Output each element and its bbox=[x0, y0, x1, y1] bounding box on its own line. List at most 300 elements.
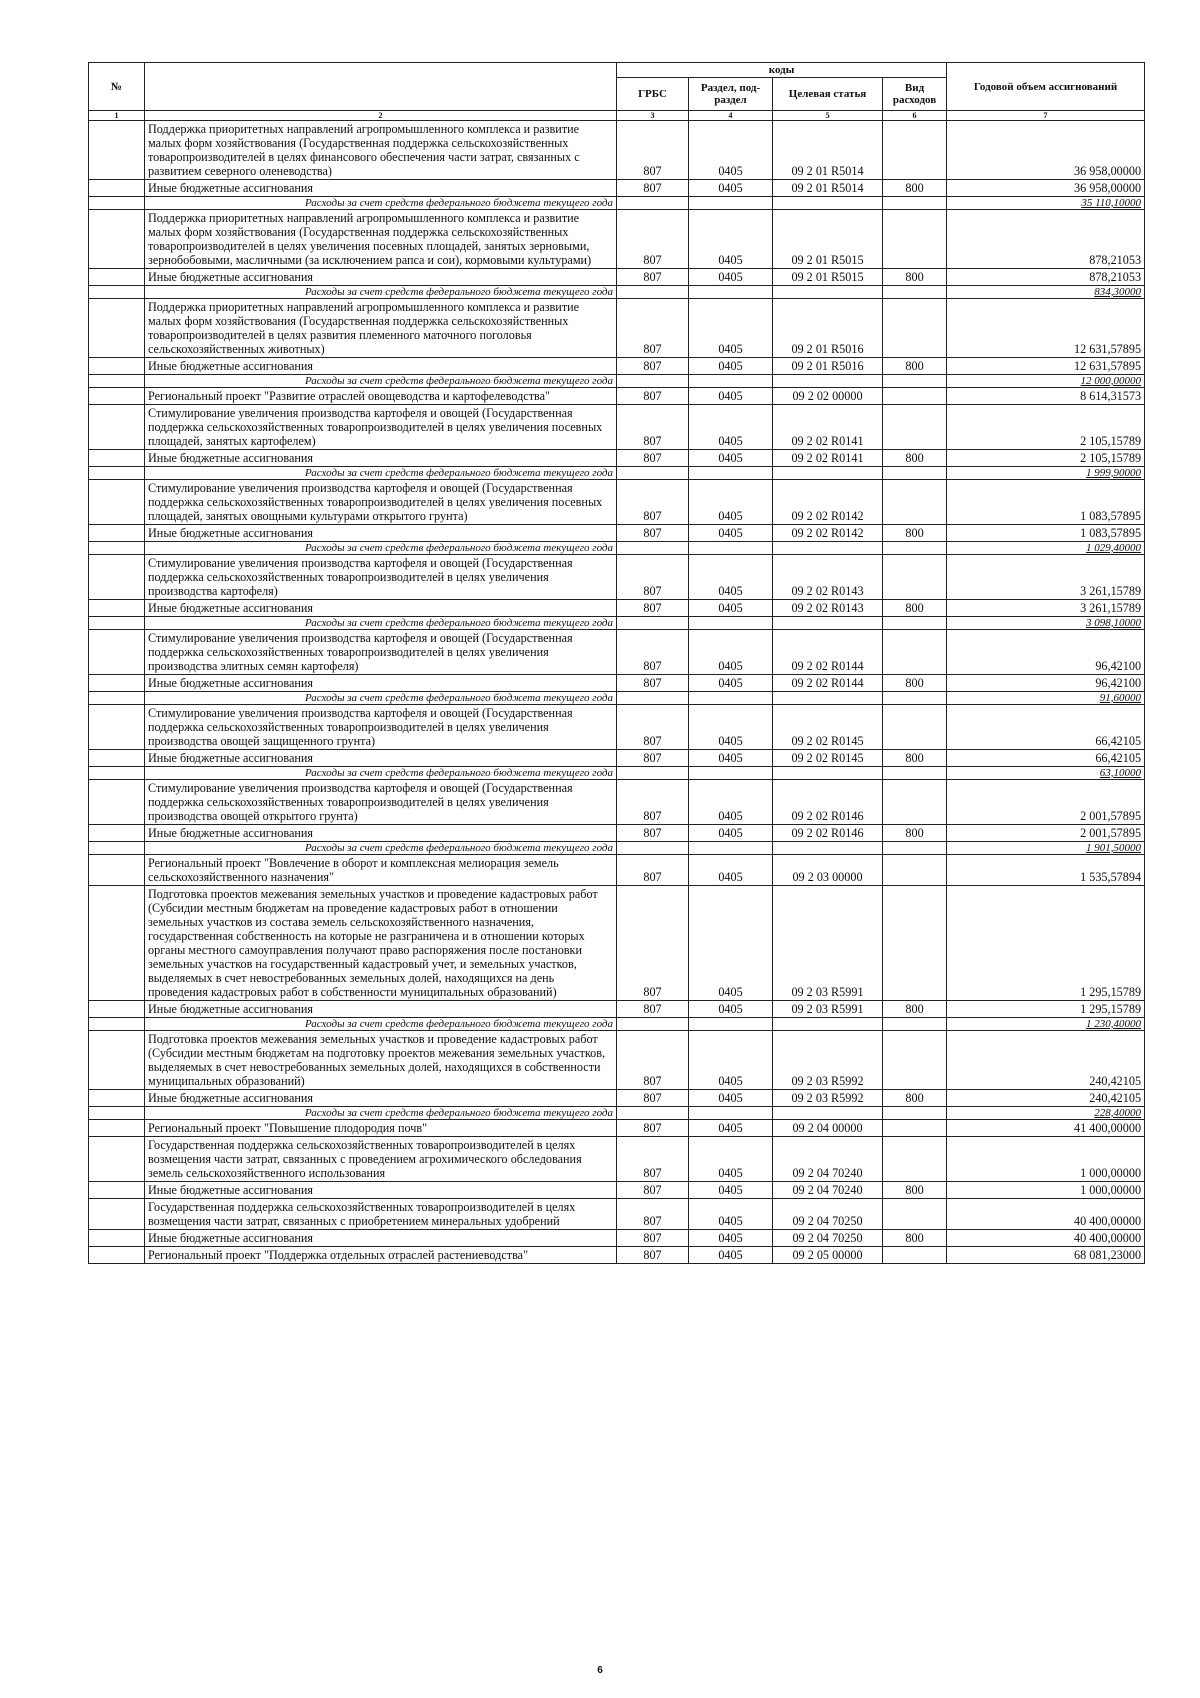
row-number bbox=[89, 600, 145, 617]
row-name: Иные бюджетные ассигнования bbox=[145, 1182, 617, 1199]
row-section: 0405 bbox=[689, 886, 773, 1001]
row-section bbox=[689, 197, 773, 210]
header-codes: коды bbox=[617, 63, 947, 78]
row-grbs: 807 bbox=[617, 1199, 689, 1230]
row-amount: 1 295,15789 bbox=[947, 1001, 1145, 1018]
row-section: 0405 bbox=[689, 1182, 773, 1199]
row-amount: 66,42105 bbox=[947, 750, 1145, 767]
column-number: 6 bbox=[883, 111, 947, 121]
column-number: 7 bbox=[947, 111, 1145, 121]
row-name: Расходы за счет средств федерального бюджета текущего года bbox=[145, 467, 617, 480]
table-row bbox=[89, 1031, 1145, 1090]
row-name: Стимулирование увеличения производства картофеля и овощей (Государственная поддержка сельскохозяйственных товаропроизводителей в целях увеличения производства картофеля) bbox=[145, 555, 617, 600]
row-grbs: 807 bbox=[617, 525, 689, 542]
other-allocations-row bbox=[89, 1001, 1145, 1018]
row-name: Иные бюджетные ассигнования bbox=[145, 600, 617, 617]
row-number bbox=[89, 450, 145, 467]
row-target bbox=[773, 767, 883, 780]
table-row bbox=[89, 1120, 1145, 1137]
row-amount: 1 083,57895 bbox=[947, 480, 1145, 525]
row-number bbox=[89, 1199, 145, 1230]
row-amount: 66,42105 bbox=[947, 705, 1145, 750]
row-target: 09 2 01 R5016 bbox=[773, 358, 883, 375]
row-section: 0405 bbox=[689, 480, 773, 525]
row-amount: 1 230,40000 bbox=[947, 1018, 1145, 1031]
row-number bbox=[89, 467, 145, 480]
other-allocations-row bbox=[89, 180, 1145, 197]
row-amount: 8 614,31573 bbox=[947, 388, 1145, 405]
row-number bbox=[89, 825, 145, 842]
header-row-1 bbox=[89, 63, 1145, 78]
row-target bbox=[773, 1018, 883, 1031]
row-number bbox=[89, 855, 145, 886]
row-name: Иные бюджетные ассигнования bbox=[145, 1230, 617, 1247]
row-number bbox=[89, 405, 145, 450]
row-grbs: 807 bbox=[617, 388, 689, 405]
row-amount: 1 901,50000 bbox=[947, 842, 1145, 855]
row-expense-type bbox=[883, 1120, 947, 1137]
column-number: 1 bbox=[89, 111, 145, 121]
table-row bbox=[89, 405, 1145, 450]
row-expense-type: 800 bbox=[883, 450, 947, 467]
row-expense-type bbox=[883, 1031, 947, 1090]
row-number bbox=[89, 299, 145, 358]
row-name: Иные бюджетные ассигнования bbox=[145, 269, 617, 286]
row-section: 0405 bbox=[689, 299, 773, 358]
header-target: Целевая статья bbox=[773, 78, 883, 111]
federal-budget-row bbox=[89, 1018, 1145, 1031]
row-section: 0405 bbox=[689, 450, 773, 467]
row-target: 09 2 03 R5991 bbox=[773, 886, 883, 1001]
row-target: 09 2 01 R5014 bbox=[773, 180, 883, 197]
row-expense-type bbox=[883, 855, 947, 886]
row-name: Государственная поддержка сельскохозяйственных товаропроизводителей в целях возмещения части затрат, связанных с проведением агрохимического обследования земель сельскохозяйственного использования bbox=[145, 1137, 617, 1182]
row-grbs: 807 bbox=[617, 180, 689, 197]
row-grbs bbox=[617, 467, 689, 480]
federal-budget-row bbox=[89, 286, 1145, 299]
row-target: 09 2 02 R0145 bbox=[773, 750, 883, 767]
row-amount: 1 535,57894 bbox=[947, 855, 1145, 886]
other-allocations-row bbox=[89, 600, 1145, 617]
row-target bbox=[773, 286, 883, 299]
row-grbs: 807 bbox=[617, 210, 689, 269]
row-expense-type bbox=[883, 388, 947, 405]
other-allocations-row bbox=[89, 1230, 1145, 1247]
row-grbs: 807 bbox=[617, 1031, 689, 1090]
row-expense-type: 800 bbox=[883, 269, 947, 286]
row-name: Подготовка проектов межевания земельных участков и проведение кадастровых работ (Субсидии местным бюджетам на проведение кадастровых работ в отношении земельных участков из состава земель сельскохозяйственного назначения, государственная собственность на которые не разграничена и в отношении которых органы местного самоуправления получают право распоряжения после постановки земельных участков на государственный кадастровый учет, и земельных участков, выделяемых в счет невостребованных земельных долей, находящихся на день проведения кадастровых работ в собственности муниципальных образований) bbox=[145, 886, 617, 1001]
row-section bbox=[689, 467, 773, 480]
row-amount: 1 000,00000 bbox=[947, 1182, 1145, 1199]
row-grbs: 807 bbox=[617, 675, 689, 692]
federal-budget-row bbox=[89, 1107, 1145, 1120]
federal-budget-row bbox=[89, 692, 1145, 705]
budget-sheet bbox=[88, 62, 1144, 1264]
row-section: 0405 bbox=[689, 525, 773, 542]
other-allocations-row bbox=[89, 269, 1145, 286]
other-allocations-row bbox=[89, 1182, 1145, 1199]
row-grbs: 807 bbox=[617, 630, 689, 675]
row-section bbox=[689, 542, 773, 555]
row-grbs: 807 bbox=[617, 269, 689, 286]
row-amount: 96,42100 bbox=[947, 675, 1145, 692]
row-amount: 40 400,00000 bbox=[947, 1199, 1145, 1230]
row-amount: 1 999,90000 bbox=[947, 467, 1145, 480]
row-name: Стимулирование увеличения производства картофеля и овощей (Государственная поддержка сельскохозяйственных товаропроизводителей в целях увеличения производства овощей защищенного грунта) bbox=[145, 705, 617, 750]
row-target: 09 2 02 R0145 bbox=[773, 705, 883, 750]
federal-budget-row bbox=[89, 375, 1145, 388]
row-name: Государственная поддержка сельскохозяйственных товаропроизводителей в целях возмещения части затрат, связанных с приобретением минеральных удобрений bbox=[145, 1199, 617, 1230]
row-amount: 12 631,57895 bbox=[947, 358, 1145, 375]
row-amount: 3 261,15789 bbox=[947, 600, 1145, 617]
row-amount: 878,21053 bbox=[947, 269, 1145, 286]
row-section: 0405 bbox=[689, 358, 773, 375]
row-expense-type: 800 bbox=[883, 750, 947, 767]
table-row bbox=[89, 1199, 1145, 1230]
row-name: Расходы за счет средств федерального бюджета текущего года bbox=[145, 375, 617, 388]
row-grbs: 807 bbox=[617, 1230, 689, 1247]
row-name: Иные бюджетные ассигнования bbox=[145, 450, 617, 467]
row-grbs: 807 bbox=[617, 600, 689, 617]
row-name: Иные бюджетные ассигнования bbox=[145, 1001, 617, 1018]
row-grbs: 807 bbox=[617, 121, 689, 180]
row-name: Иные бюджетные ассигнования bbox=[145, 180, 617, 197]
row-grbs: 807 bbox=[617, 1137, 689, 1182]
row-number bbox=[89, 692, 145, 705]
row-expense-type bbox=[883, 780, 947, 825]
row-number bbox=[89, 750, 145, 767]
row-target: 09 2 04 70250 bbox=[773, 1199, 883, 1230]
column-number: 4 bbox=[689, 111, 773, 121]
row-number bbox=[89, 1247, 145, 1264]
row-target: 09 2 02 R0143 bbox=[773, 555, 883, 600]
row-section: 0405 bbox=[689, 1120, 773, 1137]
row-expense-type: 800 bbox=[883, 525, 947, 542]
row-section bbox=[689, 617, 773, 630]
row-amount: 40 400,00000 bbox=[947, 1230, 1145, 1247]
row-expense-type bbox=[883, 630, 947, 675]
row-grbs: 807 bbox=[617, 780, 689, 825]
row-grbs bbox=[617, 197, 689, 210]
row-grbs: 807 bbox=[617, 855, 689, 886]
row-grbs: 807 bbox=[617, 1182, 689, 1199]
row-target: 09 2 01 R5015 bbox=[773, 210, 883, 269]
row-number bbox=[89, 780, 145, 825]
row-grbs bbox=[617, 542, 689, 555]
row-grbs: 807 bbox=[617, 825, 689, 842]
row-expense-type bbox=[883, 405, 947, 450]
row-number bbox=[89, 630, 145, 675]
row-number bbox=[89, 886, 145, 1001]
federal-budget-row bbox=[89, 767, 1145, 780]
row-name: Расходы за счет средств федерального бюджета текущего года bbox=[145, 1018, 617, 1031]
federal-budget-row bbox=[89, 467, 1145, 480]
row-number bbox=[89, 1107, 145, 1120]
row-expense-type bbox=[883, 467, 947, 480]
table-row bbox=[89, 1137, 1145, 1182]
row-number bbox=[89, 180, 145, 197]
row-section: 0405 bbox=[689, 1001, 773, 1018]
row-expense-type: 800 bbox=[883, 1230, 947, 1247]
row-number bbox=[89, 375, 145, 388]
row-grbs: 807 bbox=[617, 299, 689, 358]
row-section: 0405 bbox=[689, 405, 773, 450]
row-section: 0405 bbox=[689, 1247, 773, 1264]
row-expense-type bbox=[883, 1247, 947, 1264]
row-expense-type bbox=[883, 121, 947, 180]
row-section: 0405 bbox=[689, 269, 773, 286]
column-number: 3 bbox=[617, 111, 689, 121]
table-row bbox=[89, 299, 1145, 358]
row-number bbox=[89, 388, 145, 405]
row-expense-type: 800 bbox=[883, 358, 947, 375]
row-amount: 1 295,15789 bbox=[947, 886, 1145, 1001]
row-section: 0405 bbox=[689, 210, 773, 269]
row-section bbox=[689, 1018, 773, 1031]
row-target bbox=[773, 842, 883, 855]
row-number bbox=[89, 1001, 145, 1018]
row-amount: 35 110,10000 bbox=[947, 197, 1145, 210]
row-name: Расходы за счет средств федерального бюджета текущего года bbox=[145, 286, 617, 299]
row-section bbox=[689, 767, 773, 780]
row-name: Региональный проект "Повышение плодородия почв" bbox=[145, 1120, 617, 1137]
row-expense-type bbox=[883, 286, 947, 299]
row-section: 0405 bbox=[689, 121, 773, 180]
other-allocations-row bbox=[89, 450, 1145, 467]
table-row bbox=[89, 705, 1145, 750]
row-section bbox=[689, 842, 773, 855]
row-number bbox=[89, 525, 145, 542]
table-row bbox=[89, 855, 1145, 886]
row-target: 09 2 03 R5992 bbox=[773, 1031, 883, 1090]
row-amount: 36 958,00000 bbox=[947, 121, 1145, 180]
row-number bbox=[89, 121, 145, 180]
row-section: 0405 bbox=[689, 555, 773, 600]
row-section: 0405 bbox=[689, 600, 773, 617]
row-name: Региональный проект "Развитие отраслей овощеводства и картофелеводства" bbox=[145, 388, 617, 405]
row-grbs: 807 bbox=[617, 405, 689, 450]
header-annual: Годовой объем ассигнований bbox=[947, 63, 1145, 111]
row-expense-type: 800 bbox=[883, 825, 947, 842]
row-grbs bbox=[617, 1107, 689, 1120]
row-grbs bbox=[617, 1018, 689, 1031]
row-target: 09 2 02 R0144 bbox=[773, 630, 883, 675]
row-section bbox=[689, 375, 773, 388]
table-row bbox=[89, 388, 1145, 405]
row-expense-type bbox=[883, 842, 947, 855]
row-name: Поддержка приоритетных направлений агропромышленного комплекса и развитие малых форм хозяйствования (Государственная поддержка сельскохозяйственных товаропроизводителей в целях увеличения посевных площадей, занятых зерновыми, зернобобовыми, масличными (за исключением рапса и сои), кормовыми культурами) bbox=[145, 210, 617, 269]
row-expense-type: 800 bbox=[883, 1182, 947, 1199]
row-expense-type bbox=[883, 480, 947, 525]
row-target: 09 2 02 R0141 bbox=[773, 450, 883, 467]
row-number bbox=[89, 210, 145, 269]
row-name: Иные бюджетные ассигнования bbox=[145, 825, 617, 842]
row-number bbox=[89, 705, 145, 750]
header-name bbox=[145, 63, 617, 111]
row-grbs: 807 bbox=[617, 1001, 689, 1018]
row-section: 0405 bbox=[689, 705, 773, 750]
row-amount: 12 000,00000 bbox=[947, 375, 1145, 388]
row-section: 0405 bbox=[689, 1199, 773, 1230]
row-target bbox=[773, 197, 883, 210]
row-section: 0405 bbox=[689, 388, 773, 405]
other-allocations-row bbox=[89, 358, 1145, 375]
row-number bbox=[89, 197, 145, 210]
row-section: 0405 bbox=[689, 1090, 773, 1107]
row-grbs: 807 bbox=[617, 450, 689, 467]
row-name: Расходы за счет средств федерального бюджета текущего года bbox=[145, 767, 617, 780]
page-number: 6 bbox=[597, 1665, 603, 1676]
row-number bbox=[89, 1120, 145, 1137]
table-row bbox=[89, 210, 1145, 269]
row-name: Иные бюджетные ассигнования bbox=[145, 358, 617, 375]
row-name: Стимулирование увеличения производства картофеля и овощей (Государственная поддержка сельскохозяйственных товаропроизводителей в целях увеличения производства овощей открытого грунта) bbox=[145, 780, 617, 825]
row-target: 09 2 02 00000 bbox=[773, 388, 883, 405]
other-allocations-row bbox=[89, 750, 1145, 767]
row-number bbox=[89, 1090, 145, 1107]
row-target: 09 2 02 R0146 bbox=[773, 825, 883, 842]
row-section: 0405 bbox=[689, 1031, 773, 1090]
row-expense-type bbox=[883, 542, 947, 555]
row-number bbox=[89, 358, 145, 375]
row-expense-type bbox=[883, 1107, 947, 1120]
row-expense-type: 800 bbox=[883, 180, 947, 197]
row-expense-type bbox=[883, 767, 947, 780]
row-number bbox=[89, 675, 145, 692]
header-section: Раздел, под-раздел bbox=[689, 78, 773, 111]
row-target bbox=[773, 467, 883, 480]
row-amount: 91,60000 bbox=[947, 692, 1145, 705]
row-expense-type bbox=[883, 692, 947, 705]
row-number bbox=[89, 1031, 145, 1090]
row-section: 0405 bbox=[689, 1230, 773, 1247]
row-name: Расходы за счет средств федерального бюджета текущего года bbox=[145, 842, 617, 855]
table-row bbox=[89, 480, 1145, 525]
row-grbs bbox=[617, 692, 689, 705]
row-amount: 96,42100 bbox=[947, 630, 1145, 675]
table-row bbox=[89, 1247, 1145, 1264]
row-name: Иные бюджетные ассигнования bbox=[145, 1090, 617, 1107]
federal-budget-row bbox=[89, 542, 1145, 555]
row-number bbox=[89, 542, 145, 555]
row-section: 0405 bbox=[689, 180, 773, 197]
row-amount: 1 083,57895 bbox=[947, 525, 1145, 542]
column-numbers-row bbox=[89, 111, 1145, 121]
row-number bbox=[89, 617, 145, 630]
row-number bbox=[89, 767, 145, 780]
other-allocations-row bbox=[89, 1090, 1145, 1107]
federal-budget-row bbox=[89, 617, 1145, 630]
row-number bbox=[89, 1182, 145, 1199]
row-target: 09 2 02 R0141 bbox=[773, 405, 883, 450]
row-amount: 2 001,57895 bbox=[947, 780, 1145, 825]
row-number bbox=[89, 480, 145, 525]
row-target bbox=[773, 617, 883, 630]
other-allocations-row bbox=[89, 675, 1145, 692]
row-expense-type bbox=[883, 210, 947, 269]
row-target: 09 2 02 R0146 bbox=[773, 780, 883, 825]
row-name: Расходы за счет средств федерального бюджета текущего года bbox=[145, 617, 617, 630]
row-grbs bbox=[617, 767, 689, 780]
row-target: 09 2 02 R0144 bbox=[773, 675, 883, 692]
row-amount: 2 105,15789 bbox=[947, 405, 1145, 450]
row-expense-type: 800 bbox=[883, 675, 947, 692]
federal-budget-row bbox=[89, 842, 1145, 855]
row-number bbox=[89, 555, 145, 600]
row-number bbox=[89, 842, 145, 855]
row-expense-type: 800 bbox=[883, 1090, 947, 1107]
other-allocations-row bbox=[89, 825, 1145, 842]
row-expense-type bbox=[883, 886, 947, 1001]
row-name: Расходы за счет средств федерального бюджета текущего года bbox=[145, 542, 617, 555]
row-target: 09 2 04 70240 bbox=[773, 1182, 883, 1199]
row-expense-type bbox=[883, 1137, 947, 1182]
row-expense-type bbox=[883, 617, 947, 630]
row-number bbox=[89, 286, 145, 299]
row-section: 0405 bbox=[689, 780, 773, 825]
other-allocations-row bbox=[89, 525, 1145, 542]
row-amount: 41 400,00000 bbox=[947, 1120, 1145, 1137]
row-grbs: 807 bbox=[617, 1120, 689, 1137]
row-grbs: 807 bbox=[617, 705, 689, 750]
row-target: 09 2 01 R5015 bbox=[773, 269, 883, 286]
row-section: 0405 bbox=[689, 855, 773, 886]
row-section: 0405 bbox=[689, 675, 773, 692]
header-grbs: ГРБС bbox=[617, 78, 689, 111]
row-target: 09 2 02 R0142 bbox=[773, 525, 883, 542]
row-target bbox=[773, 375, 883, 388]
row-amount: 878,21053 bbox=[947, 210, 1145, 269]
row-target bbox=[773, 1107, 883, 1120]
table-row bbox=[89, 886, 1145, 1001]
row-name: Расходы за счет средств федерального бюджета текущего года bbox=[145, 692, 617, 705]
row-grbs: 807 bbox=[617, 886, 689, 1001]
row-expense-type: 800 bbox=[883, 600, 947, 617]
row-target: 09 2 02 R0143 bbox=[773, 600, 883, 617]
row-section bbox=[689, 1107, 773, 1120]
row-grbs: 807 bbox=[617, 358, 689, 375]
row-name: Стимулирование увеличения производства картофеля и овощей (Государственная поддержка сельскохозяйственных товаропроизводителей в целях увеличения производства элитных семян картофеля) bbox=[145, 630, 617, 675]
row-amount: 3 261,15789 bbox=[947, 555, 1145, 600]
row-grbs bbox=[617, 617, 689, 630]
row-name: Поддержка приоритетных направлений агропромышленного комплекса и развитие малых форм хозяйствования (Государственная поддержка сельскохозяйственных товаропроизводителей в целях развития племенного маточного поголовья сельскохозяйственных животных) bbox=[145, 299, 617, 358]
row-grbs bbox=[617, 842, 689, 855]
row-target: 09 2 04 00000 bbox=[773, 1120, 883, 1137]
row-number bbox=[89, 1230, 145, 1247]
row-amount: 240,42105 bbox=[947, 1090, 1145, 1107]
row-name: Стимулирование увеличения производства картофеля и овощей (Государственная поддержка сельскохозяйственных товаропроизводителей в целях увеличения посевных площадей, занятых овощными культурами открытого грунта) bbox=[145, 480, 617, 525]
row-name: Расходы за счет средств федерального бюджета текущего года bbox=[145, 1107, 617, 1120]
row-amount: 36 958,00000 bbox=[947, 180, 1145, 197]
row-amount: 228,40000 bbox=[947, 1107, 1145, 1120]
row-target: 09 2 03 R5992 bbox=[773, 1090, 883, 1107]
row-expense-type bbox=[883, 705, 947, 750]
header-num: № bbox=[89, 63, 145, 111]
table-row bbox=[89, 780, 1145, 825]
row-target: 09 2 04 70250 bbox=[773, 1230, 883, 1247]
row-amount: 3 098,10000 bbox=[947, 617, 1145, 630]
row-expense-type: 800 bbox=[883, 1001, 947, 1018]
row-name: Подготовка проектов межевания земельных участков и проведение кадастровых работ (Субсидии местным бюджетам на подготовку проектов межевания земельных участков, выделяемых в счет невостребованных земельных долей, находящихся в собственности муниципальных образований) bbox=[145, 1031, 617, 1090]
row-amount: 834,30000 bbox=[947, 286, 1145, 299]
row-target: 09 2 05 00000 bbox=[773, 1247, 883, 1264]
row-section bbox=[689, 286, 773, 299]
row-amount: 12 631,57895 bbox=[947, 299, 1145, 358]
table-row bbox=[89, 121, 1145, 180]
row-target bbox=[773, 542, 883, 555]
row-target: 09 2 01 R5016 bbox=[773, 299, 883, 358]
row-amount: 1 029,40000 bbox=[947, 542, 1145, 555]
